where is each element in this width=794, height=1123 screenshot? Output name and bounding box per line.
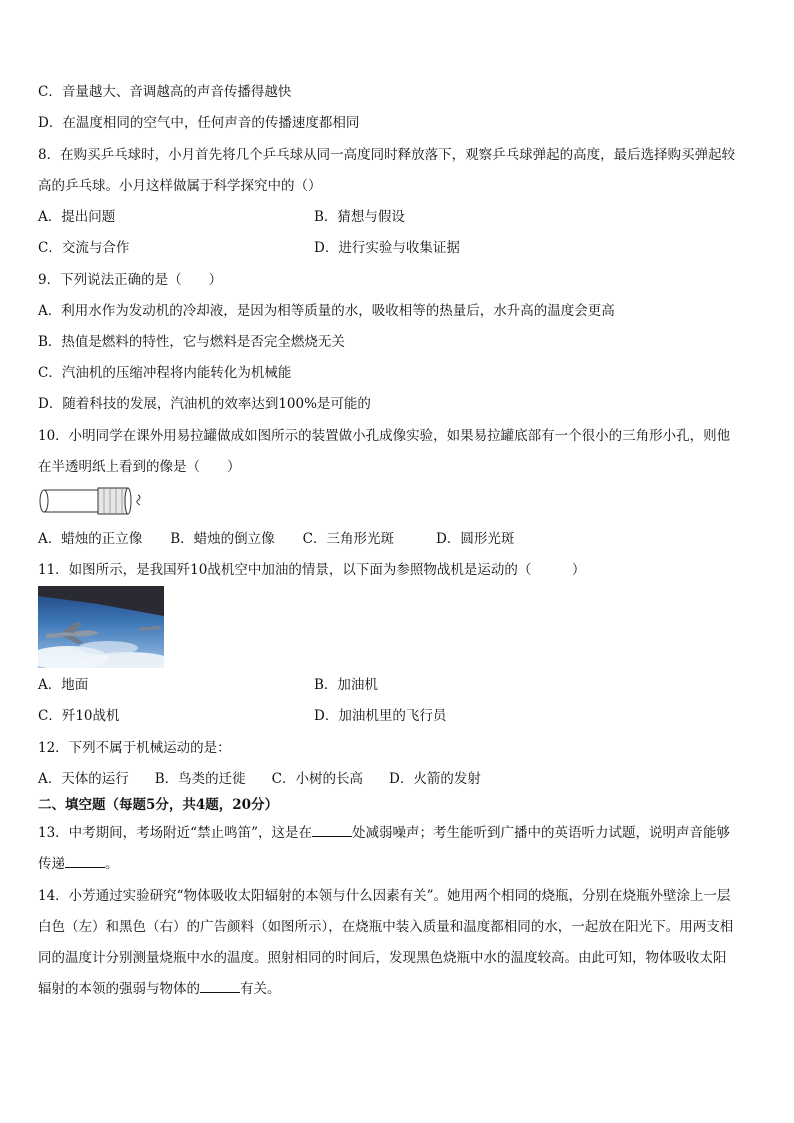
q7-option-c: C．音量越大、音调越高的声音传播得越快 xyxy=(38,84,292,100)
q8-stem-line2: 高的乒乓球。小月这样做属于科学探究中的（） xyxy=(38,178,322,194)
q11-option-b: B．加油机 xyxy=(314,677,378,693)
q14-line3: 同的温度计分别测量烧瓶中水的温度。照射相同的时间后，发现黑色烧瓶中水的温度较高。由此可知，物体吸收太阳 xyxy=(38,950,727,966)
q12-option-c: C．小树的长高 xyxy=(271,771,364,787)
q10-options xyxy=(38,530,514,548)
q13-blank-1[interactable] xyxy=(312,824,352,837)
q12-option-b: B．鸟类的迁徙 xyxy=(154,771,246,787)
q11-option-a: A．地面 xyxy=(38,677,89,693)
q12-option-a: A．天体的运行 xyxy=(38,771,129,787)
jet-refueling-photo xyxy=(38,586,164,668)
q11-stem: 11．如图所示，是我国歼10战机空中加油的情景，以下面为参照物战机是运动的（ ） xyxy=(38,562,586,578)
q8-option-d: D．进行实验与收集证据 xyxy=(314,240,460,256)
q13-line1 xyxy=(38,824,730,842)
q10-stem-line2: 在半透明纸上看到的像是（ ） xyxy=(38,459,241,475)
q7-option-d: D．在温度相同的空气中，任何声音的传播速度都相同 xyxy=(38,115,360,131)
q13-text-a: 13．中考期间，考场附近“禁止鸣笛”，这是在 xyxy=(38,825,312,841)
q12-option-d: D．火箭的发射 xyxy=(389,771,481,787)
q10-option-a: A．蜡烛的正立像 xyxy=(38,531,143,547)
q14-line1: 14．小芳通过实验研究“物体吸收太阳辐射的本领与什么因素有关”。她用两个相同的烧瓶，分别在烧瓶外壁涂上一层 xyxy=(38,888,731,904)
q13-text-d: 。 xyxy=(105,856,119,872)
q14-blank[interactable] xyxy=(200,980,240,993)
q14-text-a: 辐射的本领的强弱与物体的 xyxy=(38,981,200,997)
q10-option-b: B．蜡烛的倒立像 xyxy=(170,531,275,547)
q8-option-c: C．交流与合作 xyxy=(38,240,130,256)
q14-line2: 白色（左）和黑色（右）的广告颜料（如图所示），在烧瓶中装入质量和温度都相同的水，一起放在阳光下。用两支相 xyxy=(38,919,734,935)
q10-option-c: C．三角形光斑 xyxy=(302,531,395,547)
pinhole-can-figure xyxy=(38,483,148,519)
q14-text-b: 有关。 xyxy=(240,981,281,997)
q13-blank-2[interactable] xyxy=(65,855,105,868)
q9-option-a: A．利用水作为发动机的冷却液，是因为相等质量的水，吸收相等的热量后，水升高的温度会更高 xyxy=(38,303,615,319)
q11-option-d: D．加油机里的飞行员 xyxy=(314,708,447,724)
q9-option-c: C．汽油机的压缩冲程将内能转化为机械能 xyxy=(38,365,292,381)
q12-stem: 12．下列不属于机械运动的是： xyxy=(38,740,231,756)
q9-option-b: B．热值是燃料的特性，它与燃料是否完全燃烧无关 xyxy=(38,334,345,350)
q13-text-b: 处减弱噪声；考生能听到广播中的英语听力试题，说明声音能够 xyxy=(351,825,730,841)
section-heading-fill-in: 二、填空题（每题5分，共4题，20分） xyxy=(38,797,279,813)
q8-option-a: A．提出问题 xyxy=(38,209,116,225)
q8-option-b: B．猜想与假设 xyxy=(314,209,405,225)
q13-text-c: 传递 xyxy=(38,856,65,872)
q9-stem: 9．下列说法正确的是（ ） xyxy=(38,272,223,288)
q8-stem-line1: 8．在购买乒乓球时，小月首先将几个乒乓球从同一高度同时释放落下，观察乒乓球弹起的高度，最后选择购买弹起较 xyxy=(38,147,736,163)
q9-option-d: D．随着科技的发展，汽油机的效率达到100%是可能的 xyxy=(38,396,371,412)
q13-line2 xyxy=(38,855,119,873)
q11-option-c: C．歼10战机 xyxy=(38,708,120,724)
q14-line4 xyxy=(38,980,281,998)
q10-stem-line1: 10．小明同学在课外用易拉罐做成如图所示的装置做小孔成像实验，如果易拉罐底部有一个很小的三角形小孔，则他 xyxy=(38,428,731,444)
q10-option-d: D．圆形光斑 xyxy=(436,531,515,547)
q12-options xyxy=(38,770,481,788)
